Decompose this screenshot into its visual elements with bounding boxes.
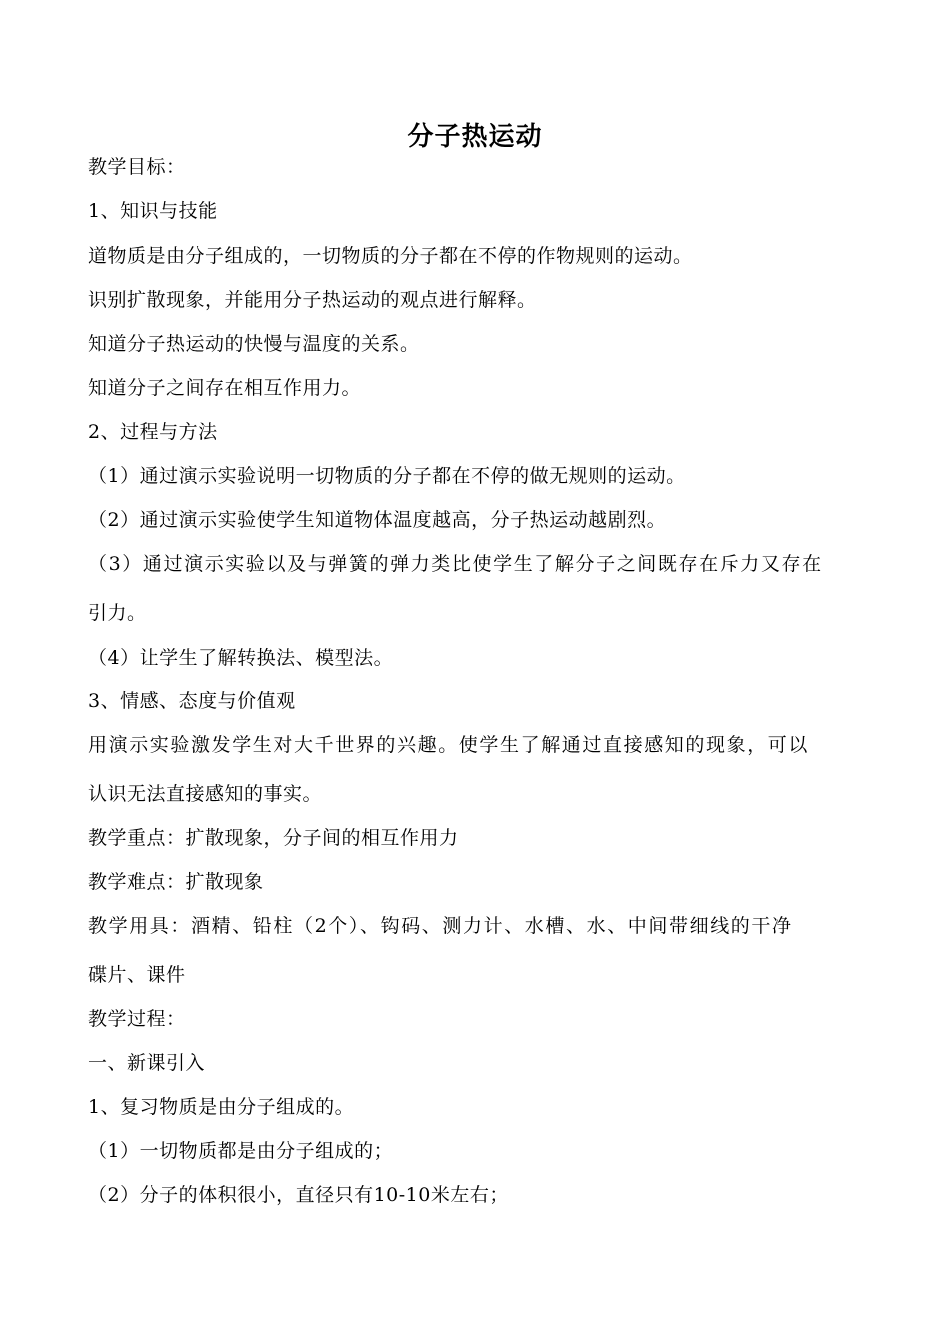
subheading-process-methods: 2、过程与方法 — [88, 421, 218, 443]
section-heading-objectives: 教学目标： — [88, 156, 186, 178]
subheading-knowledge-skills: 1、知识与技能 — [88, 200, 218, 222]
paragraph-line: 用演示实验激发学生对大千世界的兴趣。使学生了解通过直接感知的现象，可以 — [88, 734, 810, 756]
list-item: （1）一切物质都是由分子组成的； — [88, 1140, 394, 1162]
document-title: 分子热运动 — [407, 122, 543, 152]
list-item: （4）让学生了解转换法、模型法。 — [88, 647, 394, 669]
subheading-attitudes-values: 3、情感、态度与价值观 — [88, 690, 296, 712]
list-item: （2）分子的体积很小，直径只有10-10米左右； — [88, 1184, 509, 1206]
list-item-continuation: 引力。 — [88, 602, 147, 624]
paragraph-line: 知道分子之间存在相互作用力。 — [88, 377, 362, 399]
paragraph-line: 认识无法直接感知的事实。 — [88, 783, 323, 805]
paragraph-line: 1、复习物质是由分子组成的。 — [88, 1096, 355, 1118]
list-item: （2）通过演示实验使学生知道物体温度越高，分子热运动越剧烈。 — [88, 509, 667, 531]
list-item: （1）通过演示实验说明一切物质的分子都在不停的做无规则的运动。 — [88, 465, 686, 487]
key-points-line: 教学重点：扩散现象，分子间的相互作用力 — [88, 827, 459, 849]
difficulties-line: 教学难点：扩散现象 — [88, 871, 264, 893]
teaching-tools-continuation: 碟片、课件 — [88, 964, 186, 986]
teaching-tools-line: 教学用具：酒精、铅柱（2个）、钩码、测力计、水槽、水、中间带细线的干净 — [88, 915, 793, 937]
paragraph-line: 知道分子热运动的快慢与温度的关系。 — [88, 333, 420, 355]
paragraph-line: 道物质是由分子组成的，一切物质的分子都在不停的作物规则的运动。 — [88, 245, 693, 267]
section-heading-process: 教学过程： — [88, 1008, 186, 1030]
subheading-introduction: 一、新课引入 — [88, 1052, 206, 1074]
paragraph-line: 识别扩散现象，并能用分子热运动的观点进行解释。 — [88, 289, 537, 311]
list-item: （3）通过演示实验以及与弹簧的弹力类比使学生了解分子之间既存在斥力又存在 — [88, 553, 823, 575]
